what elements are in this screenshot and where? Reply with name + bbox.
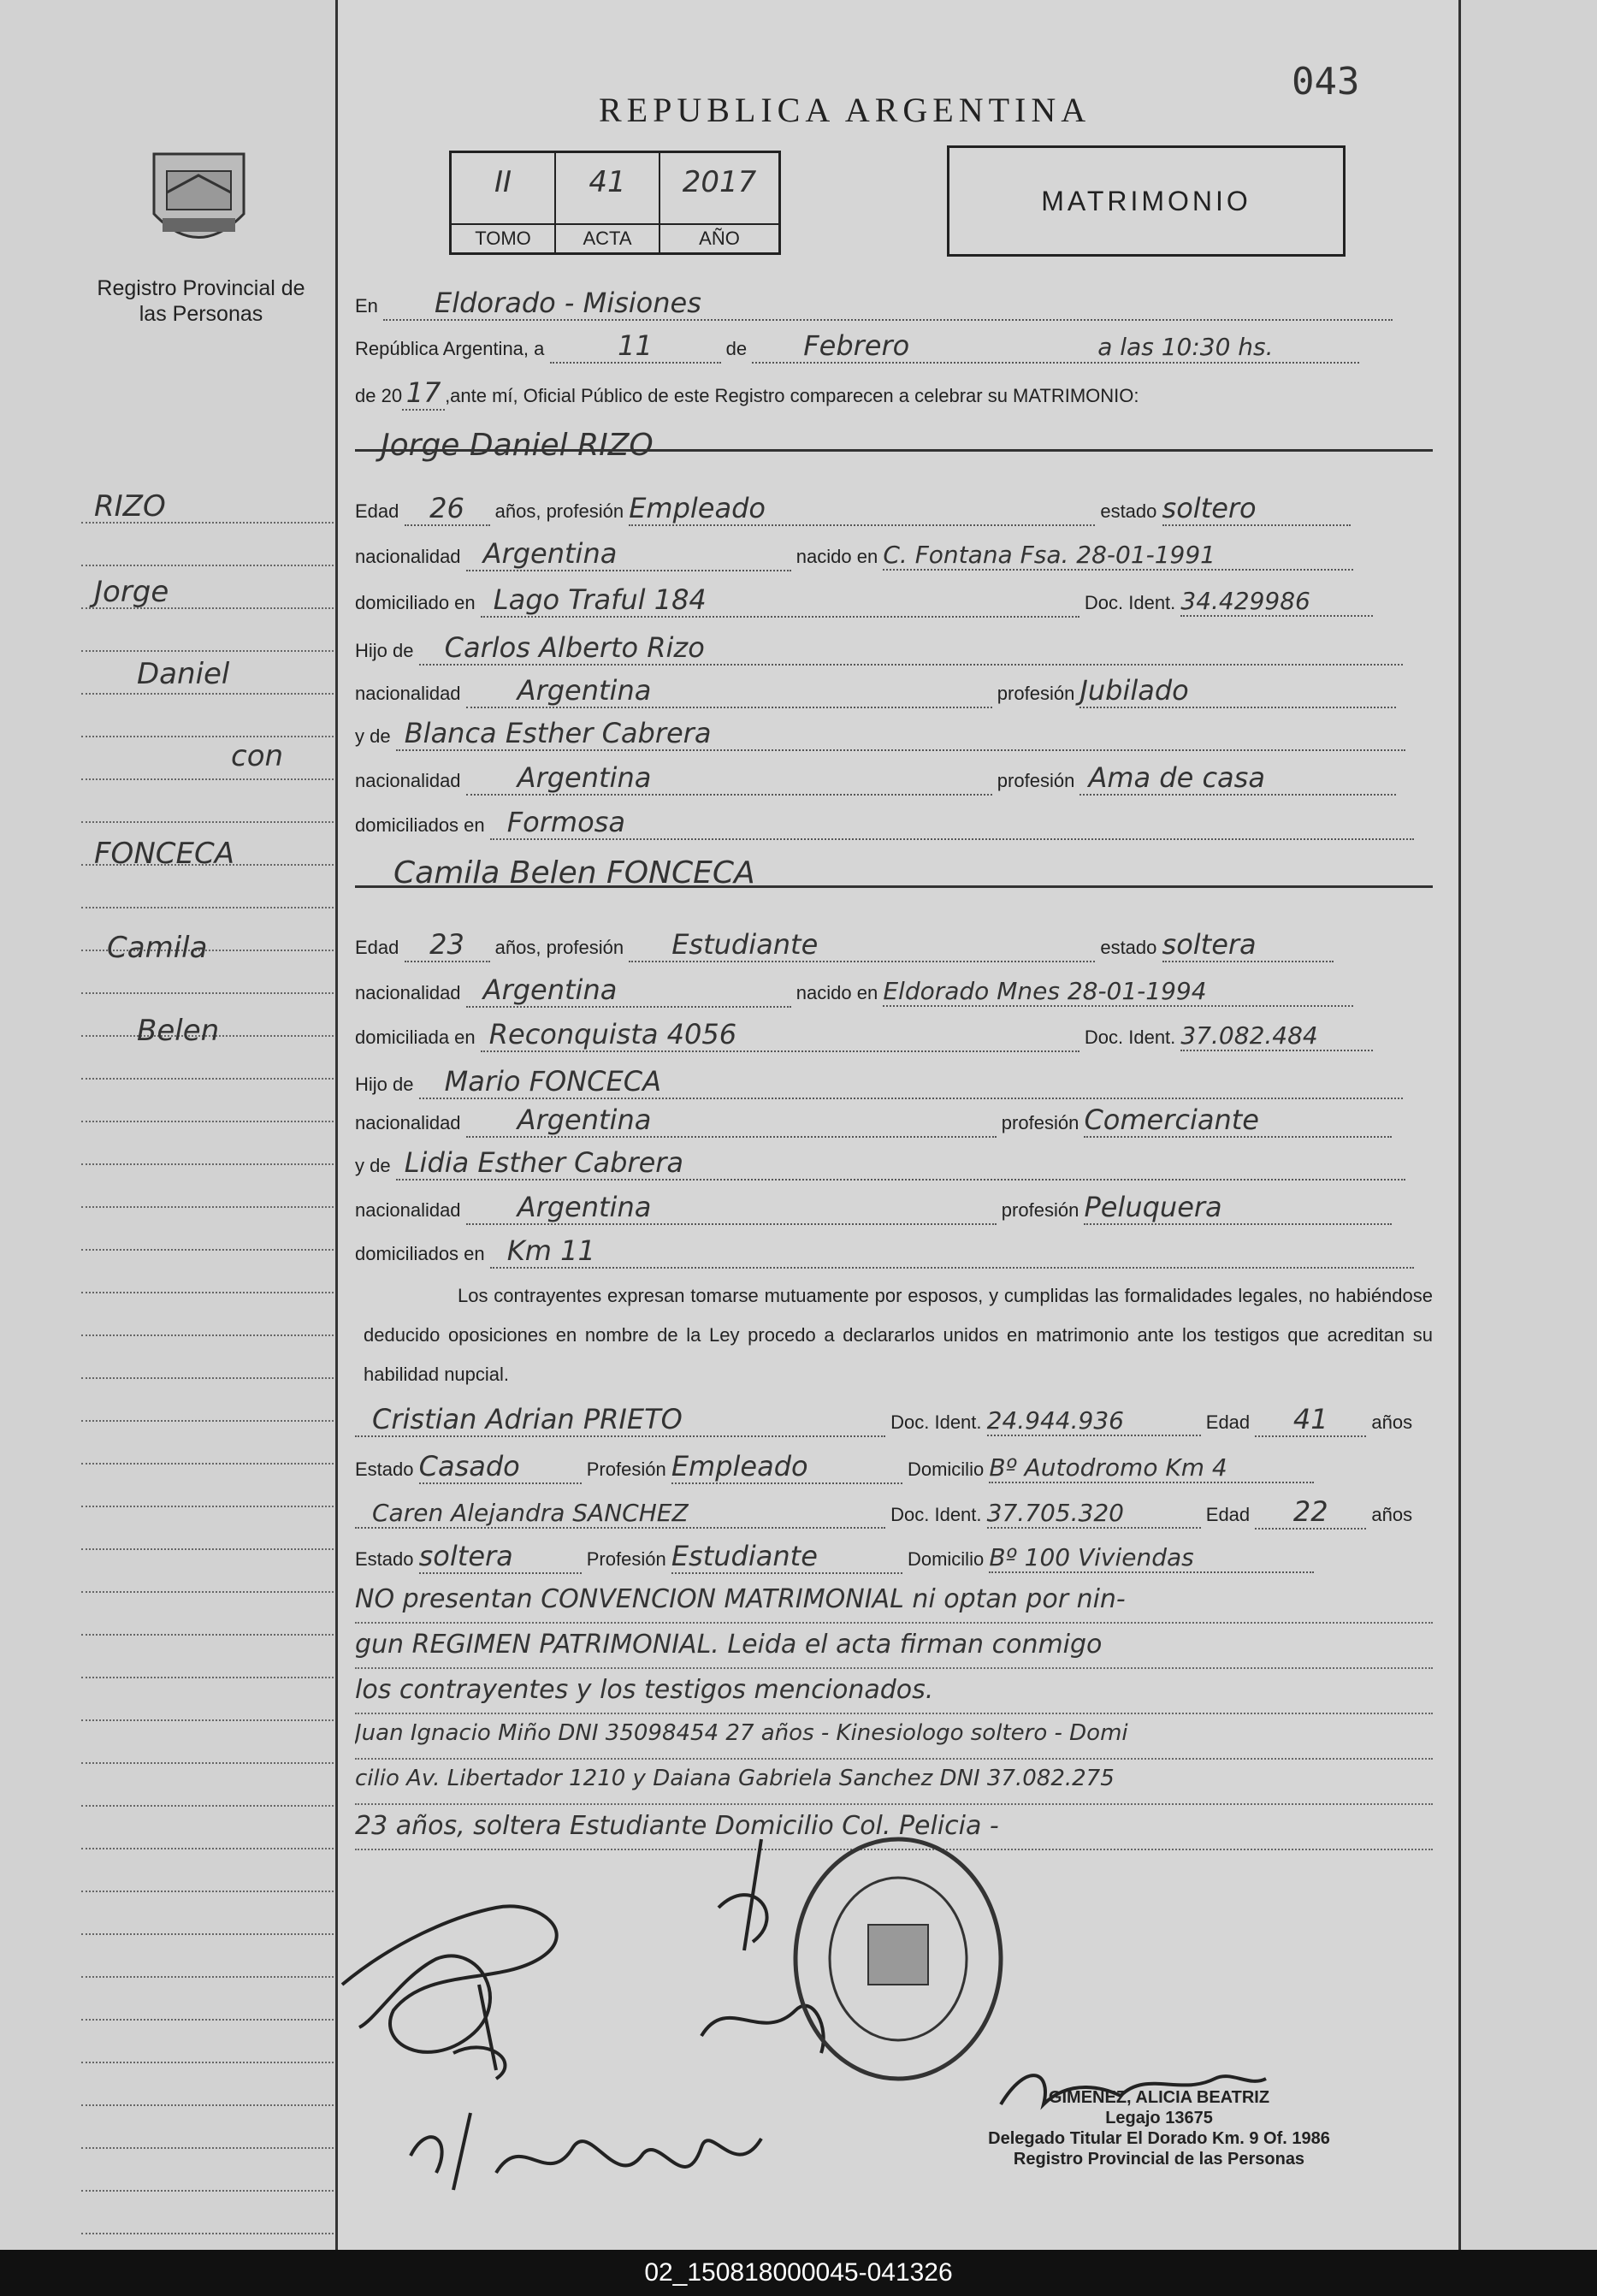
groom-father-prof-field <box>1079 674 1396 708</box>
margin-rule-line <box>81 1891 334 1892</box>
margin-rule-line <box>81 2062 334 2063</box>
year-field <box>402 376 445 411</box>
margin-rule-line <box>81 736 334 737</box>
groom-status: soltero <box>1162 492 1257 524</box>
profesion-label: Profesión <box>586 1548 666 1570</box>
official-title: Delegado Titular El Dorado Km. 9 Of. 1986 <box>988 2129 1330 2148</box>
margin-rule-line <box>81 1506 334 1507</box>
groom-name-row <box>355 428 1443 463</box>
yde-label: y de <box>355 1155 391 1176</box>
tomo-label: TOMO <box>452 223 554 252</box>
groom-address-row <box>355 583 1443 618</box>
witness1-address-field <box>989 1453 1314 1483</box>
margin-rule-line <box>81 1292 334 1293</box>
margin-con: con <box>231 739 284 773</box>
bride-profession-field <box>629 928 1095 962</box>
nacionalidad-label: nacionalidad <box>355 770 461 791</box>
groom-mother-nat-field <box>466 761 992 796</box>
domiciliados-label: domiciliados en <box>355 814 485 836</box>
margin-rule-line <box>81 2233 334 2234</box>
bride-father-field <box>419 1065 1403 1099</box>
bride-address: Reconquista 4056 <box>488 1018 737 1050</box>
witness2-status-field <box>419 1540 582 1574</box>
margin-rule-line <box>81 1334 334 1336</box>
bride-father-prof: Comerciante <box>1084 1104 1259 1136</box>
groom-nationality: Argentina <box>482 537 618 570</box>
witness1-name-field <box>355 1403 885 1437</box>
margin-rule-line <box>81 1591 334 1593</box>
acta-value: 41 <box>589 165 626 199</box>
official-name: GIMENEZ, ALICIA BEATRIZ <box>1048 2088 1270 2107</box>
groom-parents-address: Formosa <box>506 806 625 838</box>
witness2-profession-field <box>671 1540 902 1574</box>
witness2-row <box>355 1495 1443 1530</box>
bride-profession: Estudiante <box>671 928 819 961</box>
domiciliada-label: domiciliada en <box>355 1027 476 1048</box>
note-line: Juan Ignacio Miño DNI 35098454 27 años - Kinesiologo soltero - Domi <box>355 1720 1433 1760</box>
margin-rule-line <box>81 1677 334 1678</box>
witness2-age: 22 <box>1292 1495 1328 1528</box>
margin-rule-line <box>81 1762 334 1764</box>
nacionalidad-label: nacionalidad <box>355 1112 461 1133</box>
declaration-text: Los contrayentes expresan tomarse mutuamente por esposos, y cumplidas las formalidades legales, no habiéndose deducido oposiciones en nombre de la Ley procedo a declararlos unidos en matrimonio ante los testigos que acreditan su habilidad nupcial. <box>364 1285 1433 1385</box>
edad-label: Edad <box>1205 1504 1251 1525</box>
bride-doc-field <box>1180 1021 1373 1051</box>
witness2-address: Bº 100 Viviendas <box>989 1543 1194 1571</box>
day-value: 11 <box>618 329 653 362</box>
nacionalidad-label: nacionalidad <box>355 546 461 567</box>
bride-father-prof-field <box>1084 1104 1392 1138</box>
document-type: MATRIMONIO <box>947 145 1346 257</box>
doc-ident-label: Doc. Ident. <box>1084 592 1176 613</box>
anio-cell <box>660 153 778 252</box>
groom-father-row <box>355 631 1443 666</box>
groom-profession-field <box>629 492 1095 526</box>
day-field <box>550 329 721 364</box>
bride-mother-row <box>355 1146 1443 1181</box>
bride-birth-field <box>883 977 1353 1007</box>
estado-label: Estado <box>355 1548 414 1570</box>
nacionalidad-label: nacionalidad <box>355 1199 461 1221</box>
groom-father-nat: Argentina <box>517 674 652 707</box>
margin-bride-middle-name: Belen <box>137 1014 220 1048</box>
witness1-doc-field <box>987 1406 1201 1436</box>
margin-rule-line <box>81 2104 334 2106</box>
bride-name-row <box>355 855 1443 891</box>
bride-father-nat: Argentina <box>517 1104 652 1136</box>
bride-age-field <box>405 928 490 962</box>
groom-father-prof: Jubilado <box>1079 674 1189 707</box>
bride-parents-address-field <box>490 1234 1414 1269</box>
bride-signature <box>402 2096 804 2207</box>
anio-value: 2017 <box>682 165 757 199</box>
anios-label: años <box>1371 1411 1413 1433</box>
month-value: Febrero <box>803 329 910 362</box>
registry-stamp <box>787 1831 1009 2087</box>
groom-address: Lago Traful 184 <box>493 583 707 616</box>
groom-birth: C. Fontana Fsa. 28-01-1991 <box>883 541 1215 569</box>
official-stamp <box>975 2087 1343 2169</box>
margin-rule-line <box>81 1463 334 1465</box>
groom-parents-address-row <box>355 806 1443 840</box>
bride-mother-nat-field <box>466 1191 997 1225</box>
bride-father-nat-row <box>355 1104 1443 1138</box>
margin-rule-line <box>81 1805 334 1807</box>
groom-father-field <box>419 631 1403 666</box>
margin-bride-surname: FONCECA <box>94 837 234 871</box>
margin-surname: RIZO <box>94 489 166 524</box>
groom-age-row <box>355 492 1443 526</box>
witness2-name-field <box>355 1499 885 1529</box>
margin-rule-line <box>81 693 334 695</box>
margin-rule-line <box>81 1377 334 1379</box>
witness2-address-field <box>989 1543 1314 1573</box>
margin-middle-name: Daniel <box>137 657 230 691</box>
country-title: REPUBLICA ARGENTINA <box>599 91 1091 129</box>
doc-ident-label: Doc. Ident. <box>1084 1027 1176 1048</box>
margin-first-name: Jorge <box>94 575 169 609</box>
margin-rule-line <box>81 1249 334 1251</box>
yde-label: y de <box>355 725 391 747</box>
groom-father-nat-row <box>355 674 1443 708</box>
margin-rule-line <box>81 992 334 994</box>
margin-rule-line <box>81 1206 334 1208</box>
groom-name: Jorge Daniel RIZO <box>381 428 654 463</box>
witness1-row <box>355 1403 1443 1437</box>
bride-mother-nat: Argentina <box>517 1191 652 1223</box>
domiciliados-label: domiciliados en <box>355 1243 485 1264</box>
groom-nationality-field <box>466 537 791 571</box>
bride-father: Mario FONCECA <box>444 1065 661 1098</box>
margin-rule-line <box>81 1976 334 1978</box>
witness2-name: Caren Alejandra SANCHEZ <box>372 1499 689 1527</box>
bride-name: Camila Belen FONCECA <box>393 855 755 891</box>
bride-mother-nat-row <box>355 1191 1443 1225</box>
domiciliado-label: domiciliado en <box>355 592 476 613</box>
margin-rule-line <box>81 2147 334 2149</box>
groom-mother-nat-row <box>355 761 1443 796</box>
groom-signature <box>325 1839 633 2113</box>
ante-text: ,ante mí, Oficial Público de este Registro comparecen a celebrar su MATRIMONIO: <box>445 385 1139 406</box>
year-prefix: de 20 <box>355 385 403 406</box>
margin-rule-line <box>81 1548 334 1550</box>
doc-ident-label: Doc. Ident. <box>890 1411 982 1433</box>
bride-nationality: Argentina <box>482 973 618 1006</box>
note-line: los contrayentes y los testigos mencionados. <box>355 1675 1433 1714</box>
estado-label: Estado <box>355 1459 414 1480</box>
witness2-profession: Estudiante <box>671 1540 818 1572</box>
margin-rule-line <box>81 907 334 908</box>
witness1-age-field <box>1255 1403 1366 1437</box>
note-line: gun REGIMEN PATRIMONIAL. Leida el acta firman conmigo <box>355 1630 1433 1669</box>
estado-label: estado <box>1100 937 1157 958</box>
margin-rule-line <box>81 1848 334 1849</box>
margin-rule-line <box>81 1163 334 1165</box>
tomo-acta-anio-box <box>449 151 781 255</box>
groom-mother-nat: Argentina <box>517 761 652 794</box>
witness1-name: Cristian Adrian PRIETO <box>372 1403 683 1435</box>
hijo-label: Hijo de <box>355 1074 414 1095</box>
note-line: NO presentan CONVENCION MATRIMONIAL ni optan por nin- <box>355 1584 1433 1624</box>
month-field <box>752 329 1359 364</box>
note-line: 23 años, soltera Estudiante Domicilio Col. Pelicia - <box>355 1811 1433 1850</box>
bride-address-row <box>355 1018 1443 1052</box>
acta-label: ACTA <box>556 223 659 252</box>
anios-profesion-label: años, profesión <box>494 500 624 522</box>
margin-rule-line <box>81 1078 334 1080</box>
doc-ident-label: Doc. Ident. <box>890 1504 982 1525</box>
time-value: a las 10:30 hs. <box>1097 333 1274 361</box>
groom-birth-field <box>883 541 1353 571</box>
acta-cell <box>556 153 660 252</box>
witness2-details-row <box>355 1540 1443 1574</box>
nacido-label: nacido en <box>796 982 878 1003</box>
groom-nationality-row <box>355 537 1443 571</box>
bride-parents-address: Km 11 <box>506 1234 595 1267</box>
profesion-label: profesión <box>1001 1112 1079 1133</box>
groom-profession: Empleado <box>629 492 766 524</box>
republica-label: República Argentina, a <box>355 338 545 359</box>
tomo-value: II <box>494 165 512 199</box>
groom-mother-field <box>396 717 1405 751</box>
domicilio-label: Domicilio <box>907 1548 985 1570</box>
bride-mother-prof-field <box>1084 1191 1392 1225</box>
margin-rule-line <box>81 1634 334 1636</box>
official-registry: Registro Provincial de las Personas <box>1013 2150 1305 2169</box>
witness2-doc: 37.705.320 <box>986 1499 1124 1527</box>
bride-status: soltera <box>1162 928 1257 961</box>
estado-label: estado <box>1100 500 1157 522</box>
witness1-age: 41 <box>1292 1403 1328 1435</box>
groom-doc-field <box>1180 587 1373 617</box>
profesion-label: profesión <box>997 770 1075 791</box>
bride-doc: 37.082.484 <box>1180 1021 1318 1050</box>
place-field <box>383 287 1393 321</box>
groom-doc: 34.429986 <box>1180 587 1310 615</box>
witness1-details-row <box>355 1450 1443 1484</box>
witness2-age-field <box>1255 1495 1366 1530</box>
bride-age-row <box>355 928 1443 962</box>
witness1-status-field <box>419 1450 582 1484</box>
bride-father-nat-field <box>466 1104 997 1138</box>
anios-label: años <box>1371 1504 1413 1525</box>
groom-mother-prof: Ama de casa <box>1088 761 1265 794</box>
margin-bride-first-name: Camila <box>107 931 208 965</box>
bride-father-row <box>355 1065 1443 1099</box>
bride-status-field <box>1162 928 1334 962</box>
scan-id-footer: 02_150818000045-041326 <box>0 2250 1597 2296</box>
bride-mother-field <box>396 1146 1405 1181</box>
hijo-label: Hijo de <box>355 640 414 661</box>
edad-label: Edad <box>355 500 399 522</box>
bride-address-field <box>481 1018 1079 1052</box>
note-line: cilio Av. Libertador 1210 y Daiana Gabriela Sanchez DNI 37.082.275 <box>355 1766 1433 1805</box>
margin-rule-line <box>81 778 334 780</box>
groom-age-field <box>405 492 490 526</box>
margin-rule-line <box>81 1420 334 1422</box>
bride-nationality-field <box>466 973 791 1008</box>
groom-mother-prof-field <box>1079 761 1396 796</box>
margin-rule-line <box>81 1719 334 1721</box>
intro-date-row <box>355 329 1443 364</box>
profesion-label: profesión <box>1001 1199 1079 1221</box>
margin-rule-line <box>81 2190 334 2192</box>
registry-name: Registro Provincial de las Personas <box>97 276 305 326</box>
official-legajo: Legajo 13675 <box>1105 2109 1213 2127</box>
groom-address-field <box>481 583 1079 618</box>
profesion-label: profesión <box>997 683 1075 704</box>
margin-rule-line <box>81 1121 334 1122</box>
margin-rule-line <box>81 821 334 823</box>
margin-rule-line <box>81 650 334 652</box>
groom-age: 26 <box>429 492 464 524</box>
edad-label: Edad <box>355 937 399 958</box>
witness2-doc-field <box>987 1499 1201 1529</box>
groom-mother: Blanca Esther Cabrera <box>404 717 712 749</box>
intro-year-row <box>355 376 1443 411</box>
margin-rule-line <box>81 565 334 566</box>
witness1-profession: Empleado <box>671 1450 808 1482</box>
en-label: En <box>355 295 378 317</box>
province-seal-icon <box>145 145 252 261</box>
edad-label: Edad <box>1205 1411 1251 1433</box>
anio-label: AÑO <box>660 223 778 252</box>
profesion-label: Profesión <box>586 1459 666 1480</box>
anios-profesion-label: años, profesión <box>494 937 624 958</box>
nacionalidad-label: nacionalidad <box>355 683 461 704</box>
domicilio-label: Domicilio <box>907 1459 985 1480</box>
bride-parents-address-row <box>355 1234 1443 1269</box>
certificate-number: 043 <box>1292 60 1360 104</box>
witness2-status: soltera <box>418 1540 513 1572</box>
margin-rule-line <box>81 2019 334 2021</box>
groom-parents-address-field <box>490 806 1414 840</box>
nacionalidad-label: nacionalidad <box>355 982 461 1003</box>
bride-mother: Lidia Esther Cabrera <box>404 1146 684 1179</box>
bride-birth: Eldorado Mnes 28-01-1994 <box>883 977 1207 1005</box>
intro-place-row <box>355 287 1443 321</box>
witness1-profession-field <box>671 1450 902 1484</box>
witness1-address: Bº Autodromo Km 4 <box>989 1453 1227 1482</box>
bride-nationality-row <box>355 973 1443 1008</box>
de-label: de <box>725 338 748 359</box>
nacido-label: nacido en <box>796 546 878 567</box>
tomo-cell <box>452 153 556 252</box>
groom-father-nat-field <box>466 674 992 708</box>
groom-mother-row <box>355 717 1443 751</box>
witness1-doc: 24.944.936 <box>986 1406 1124 1435</box>
margin-rule-line <box>81 1933 334 1935</box>
groom-status-field <box>1162 492 1351 526</box>
groom-father: Carlos Alberto Rizo <box>444 631 705 664</box>
bride-mother-prof: Peluquera <box>1084 1191 1222 1223</box>
witness1-status: Casado <box>418 1450 520 1482</box>
year-value: 17 <box>405 376 441 409</box>
bride-age: 23 <box>429 928 464 961</box>
place-value: Eldorado - Misiones <box>435 287 701 319</box>
